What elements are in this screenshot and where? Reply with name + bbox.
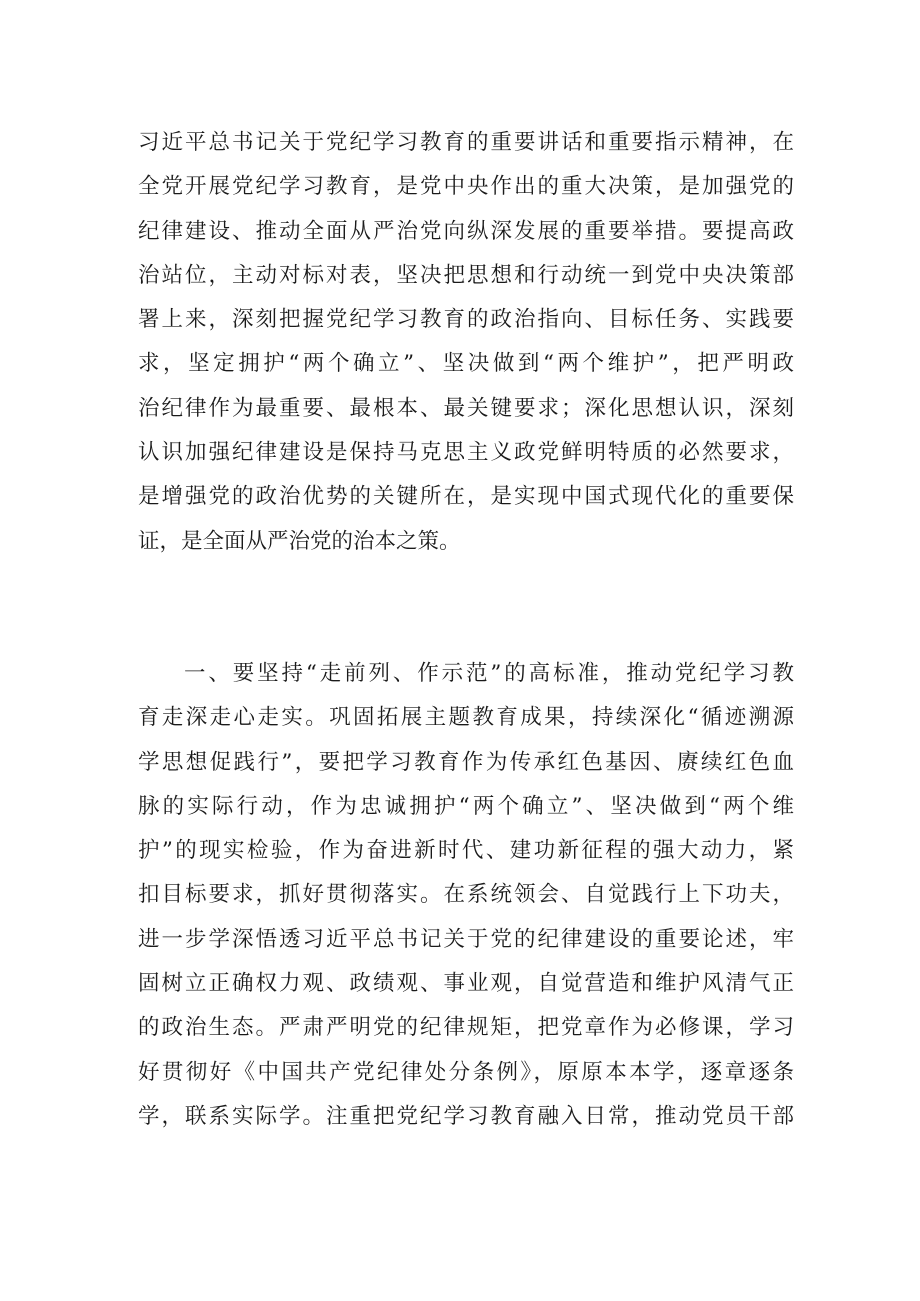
text-line: 治站位，主动对标对表，坚决把思想和行动统一到党中央决策部	[138, 262, 794, 288]
text-line: 的政治生态。严肃严明党的纪律规矩，把党章作为必修课，学习	[138, 1015, 794, 1041]
text-line: 求，坚定拥护“两个确立”、坚决做到“两个维护”，把严明政	[138, 351, 794, 377]
text-line: 护”的现实检验，作为奋进新时代、建功新征程的强大动力，紧	[138, 838, 794, 864]
text-line: 署上来，深刻把握党纪学习教育的政治指向、目标任务、实践要	[138, 307, 794, 333]
paragraph-2	[138, 652, 794, 1139]
text-line: 固树立正确权力观、政绩观、事业观，自觉营造和维护风清气正	[138, 971, 794, 997]
text-line: 一、要坚持“走前列、作示范”的高标准，推动党纪学习教	[184, 661, 794, 686]
text-line: 习近平总书记关于党纪学习教育的重要讲话和重要指示精神，在	[138, 130, 794, 155]
text-line: 纪律建设、推动全面从严治党向纵深发展的重要举措。要提高政	[138, 218, 794, 244]
text-line: 扣目标要求，抓好贯彻落实。在系统领会、自觉践行上下功夫，	[138, 882, 794, 908]
text-line: 治纪律作为最重要、最根本、最关键要求；深化思想认识，深刻	[138, 395, 794, 421]
text-line: 是增强党的政治优势的关键所在，是实现中国式现代化的重要保	[138, 484, 794, 510]
text-line: 脉的实际行动，作为忠诚拥护“两个确立”、坚决做到“两个维	[138, 793, 794, 819]
text-line: 育走深走心走实。巩固拓展主题教育成果，持续深化“循迹溯源	[138, 705, 794, 731]
text-line: 学，联系实际学。注重把党纪学习教育融入日常，推动党员干部	[138, 1103, 794, 1129]
text-line: 证，是全面从严治党的治本之策。	[138, 528, 461, 554]
text-line: 好贯彻好《中国共产党纪律处分条例》，原原本本学，逐章逐条	[138, 1059, 794, 1085]
text-line: 全党开展党纪学习教育，是党中央作出的重大决策，是加强党的	[138, 174, 794, 200]
paragraph-1	[138, 121, 794, 564]
text-line: 认识加强纪律建设是保持马克思主义政党鲜明特质的必然要求，	[138, 440, 794, 466]
text-line: 进一步学深悟透习近平总书记关于党的纪律建设的重要论述，牢	[138, 926, 794, 952]
text-line: 学思想促践行”，要把学习教育作为传承红色基因、赓续红色血	[138, 749, 794, 775]
